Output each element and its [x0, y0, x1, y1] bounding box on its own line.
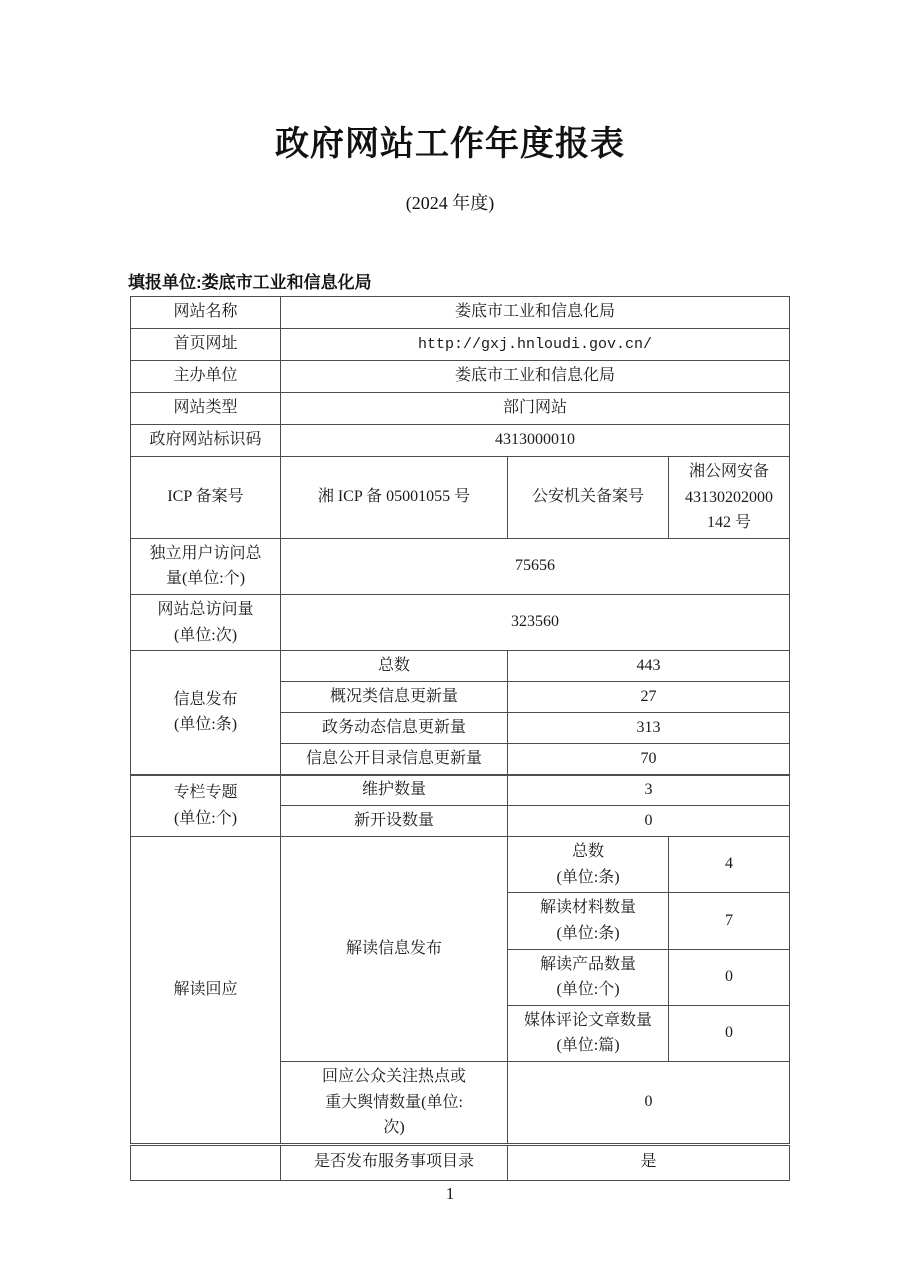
cell-site-name-label: 网站名称: [131, 297, 281, 329]
cell-info-directory-label: 信息公开目录信息更新量: [281, 744, 508, 775]
cell-homepage-value: http://gxj.hnloudi.gov.cn/: [281, 329, 790, 361]
cell-hotspot-value: 0: [508, 1061, 790, 1144]
row-special-columns-maintained: [131, 775, 790, 806]
cell-interpret-materials-label: 解读材料数量 (单位:条): [508, 893, 669, 949]
cell-icp-value: 湘 ICP 备 05001055 号: [281, 457, 508, 539]
cell-site-name-value: 娄底市工业和信息化局: [281, 297, 790, 329]
cell-info-directory-value: 70: [508, 744, 790, 775]
cell-special-columns-section-label: 专栏专题 (单位:个): [131, 775, 281, 837]
row-site-type: [131, 393, 790, 425]
cell-media-commentary-value: 0: [669, 1005, 790, 1061]
cell-unique-visitors-label: 独立用户访问总 量(单位:个): [131, 538, 281, 594]
cell-homepage-label: 首页网址: [131, 329, 281, 361]
cell-total-visits-value: 323560: [281, 594, 790, 650]
cell-info-total-label: 总数: [281, 651, 508, 682]
row-interpret-total: [131, 837, 790, 893]
row-unique-visitors: [131, 538, 790, 594]
cell-icp-label: ICP 备案号: [131, 457, 281, 539]
cell-interpret-materials-value: 7: [669, 893, 790, 949]
cell-interpret-products-label: 解读产品数量 (单位:个): [508, 949, 669, 1005]
page-number: 1: [445, 1184, 455, 1203]
cell-interpret-total-label: 总数 (单位:条): [508, 837, 669, 893]
row-info-publish-total: [131, 651, 790, 682]
cell-service-catalog-value: 是: [508, 1144, 790, 1180]
row-homepage-url: [131, 329, 790, 361]
row-sponsor: [131, 361, 790, 393]
cell-interpret-publish-label: 解读信息发布: [281, 837, 508, 1062]
cell-hotspot-label: 回应公众关注热点或 重大舆情数量(单位: 次): [281, 1061, 508, 1144]
cell-maintained-value: 3: [508, 775, 790, 806]
cell-site-type-value: 部门网站: [281, 393, 790, 425]
row-site-id-code: [131, 425, 790, 457]
cell-info-gov-news-value: 313: [508, 713, 790, 744]
row-service-catalog: [131, 1144, 790, 1180]
cell-media-commentary-label: 媒体评论文章数量 (单位:篇): [508, 1005, 669, 1061]
page-title: 政府网站工作年度报表: [275, 125, 625, 163]
cell-police-record-value: 湘公网安备 43130202000 142 号: [669, 457, 790, 539]
cell-new-columns-label: 新开设数量: [281, 806, 508, 837]
row-icp-record: [131, 457, 790, 539]
reporting-unit-line: 填报单位:娄底市工业和信息化局: [128, 273, 372, 292]
page-subtitle: (2024 年度): [405, 193, 495, 213]
cell-site-id-label: 政府网站标识码: [131, 425, 281, 457]
cell-new-columns-value: 0: [508, 806, 790, 837]
cell-unique-visitors-value: 75656: [281, 538, 790, 594]
cell-info-overview-label: 概况类信息更新量: [281, 682, 508, 713]
cell-interpret-products-value: 0: [669, 949, 790, 1005]
cell-info-overview-value: 27: [508, 682, 790, 713]
cell-service-catalog-label: 是否发布服务事项目录: [281, 1144, 508, 1180]
cell-total-visits-label: 网站总访问量 (单位:次): [131, 594, 281, 650]
cell-interpret-total-value: 4: [669, 837, 790, 893]
cell-police-record-label: 公安机关备案号: [508, 457, 669, 539]
row-site-name: [131, 297, 790, 329]
cell-info-total-value: 443: [508, 651, 790, 682]
cell-sponsor-label: 主办单位: [131, 361, 281, 393]
cell-sponsor-value: 娄底市工业和信息化局: [281, 361, 790, 393]
annual-report-table: [130, 296, 790, 1181]
cell-site-type-label: 网站类型: [131, 393, 281, 425]
cell-interpretation-section-label: 解读回应: [131, 837, 281, 1145]
cell-service-catalog-section: [131, 1144, 281, 1180]
cell-maintained-label: 维护数量: [281, 775, 508, 806]
cell-info-publish-section-label: 信息发布 (单位:条): [131, 651, 281, 775]
row-total-visits: [131, 594, 790, 650]
cell-site-id-value: 4313000010: [281, 425, 790, 457]
cell-info-gov-news-label: 政务动态信息更新量: [281, 713, 508, 744]
